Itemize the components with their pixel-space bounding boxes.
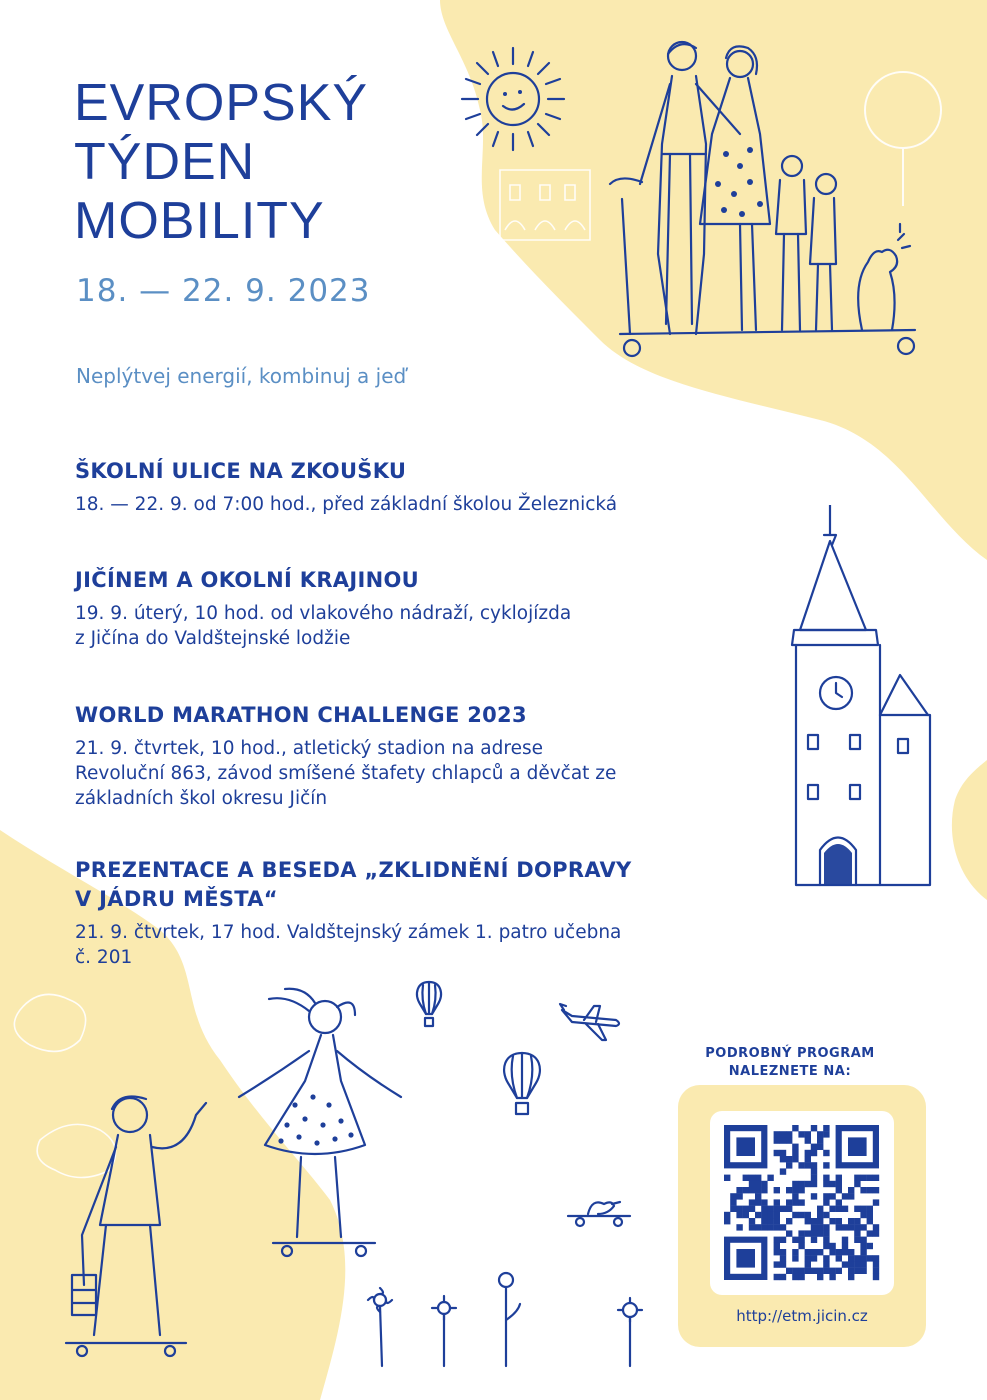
- qr-module: [774, 1224, 780, 1230]
- qr-module: [854, 1230, 860, 1236]
- qr-module: [805, 1268, 811, 1274]
- qr-module: [860, 1243, 866, 1249]
- qr-module: [836, 1199, 842, 1205]
- qr-module: [823, 1268, 829, 1274]
- qr-module: [743, 1212, 749, 1218]
- boy-skateboard-illustration: [58, 1085, 228, 1375]
- qr-module: [743, 1187, 749, 1193]
- qr-heading: [690, 1045, 890, 1081]
- qr-module: [805, 1137, 811, 1143]
- qr-module: [823, 1212, 829, 1218]
- qr-module: [767, 1224, 773, 1230]
- town-gate-tower-illustration: [780, 505, 940, 890]
- qr-module: [854, 1268, 860, 1274]
- qr-module: [767, 1212, 773, 1218]
- qr-module: [786, 1268, 792, 1274]
- qr-module: [823, 1193, 829, 1199]
- event-1-detail: 18. — 22. 9. od 7:00 hod., před základní školou Železnická: [75, 494, 618, 515]
- qr-module: [873, 1187, 879, 1193]
- qr-module: [811, 1249, 817, 1255]
- qr-module: [730, 1193, 736, 1199]
- qr-module: [743, 1175, 749, 1181]
- qr-module: [805, 1218, 811, 1224]
- qr-module: [798, 1237, 804, 1243]
- qr-module: [774, 1206, 780, 1212]
- qr-module: [811, 1237, 817, 1243]
- qr-module: [848, 1187, 854, 1193]
- qr-module: [792, 1181, 798, 1187]
- qr-module: [792, 1255, 798, 1261]
- qr-module: [829, 1206, 835, 1212]
- qr-module: [724, 1218, 730, 1224]
- qr-module: [792, 1212, 798, 1218]
- qr-module: [761, 1181, 767, 1187]
- qr-module: [798, 1274, 804, 1280]
- qr-module: [805, 1156, 811, 1162]
- qr-module: [792, 1156, 798, 1162]
- qr-module: [836, 1249, 842, 1255]
- qr-module: [798, 1199, 804, 1205]
- qr-module: [811, 1150, 817, 1156]
- qr-module: [805, 1249, 811, 1255]
- qr-module: [829, 1243, 835, 1249]
- qr-module: [811, 1255, 817, 1261]
- qr-module: [860, 1261, 866, 1267]
- qr-module: [780, 1150, 786, 1156]
- qr-module: [774, 1237, 780, 1243]
- qr-module: [792, 1199, 798, 1205]
- qr-module: [774, 1187, 780, 1193]
- qr-module: [873, 1274, 879, 1280]
- qr-module: [817, 1218, 823, 1224]
- qr-module: [823, 1230, 829, 1236]
- qr-module: [749, 1199, 755, 1205]
- qr-module: [842, 1249, 848, 1255]
- qr-module: [792, 1187, 798, 1193]
- qr-module: [873, 1268, 879, 1274]
- title-line-3: MOBILITY: [74, 192, 325, 250]
- qr-module: [792, 1144, 798, 1150]
- qr-module: [774, 1261, 780, 1267]
- qr-module: [798, 1181, 804, 1187]
- qr-module: [811, 1224, 817, 1230]
- qr-module: [860, 1187, 866, 1193]
- mid-right-cream-shape: [952, 760, 987, 900]
- qr-module: [749, 1181, 755, 1187]
- sun-icon: [458, 44, 568, 154]
- qr-module: [749, 1206, 755, 1212]
- qr-module: [817, 1206, 823, 1212]
- qr-module: [873, 1261, 879, 1267]
- qr-module: [811, 1218, 817, 1224]
- qr-module: [860, 1212, 866, 1218]
- qr-module: [755, 1175, 761, 1181]
- qr-module: [854, 1175, 860, 1181]
- qr-module: [867, 1187, 873, 1193]
- qr-code-graphic: [710, 1111, 894, 1295]
- qr-module: [823, 1150, 829, 1156]
- qr-module: [724, 1212, 730, 1218]
- qr-module: [774, 1212, 780, 1218]
- qr-module: [873, 1224, 879, 1230]
- qr-module: [780, 1156, 786, 1162]
- qr-module: [761, 1212, 767, 1218]
- flower-icon: [360, 1270, 660, 1370]
- qr-module: [798, 1187, 804, 1193]
- qr-module: [873, 1230, 879, 1236]
- qr-module: [736, 1212, 742, 1218]
- qr-module: [736, 1187, 742, 1193]
- qr-module: [873, 1255, 879, 1261]
- qr-module: [755, 1212, 761, 1218]
- qr-module: [854, 1206, 860, 1212]
- bird-skateboard-icon: [564, 1192, 636, 1232]
- program-url[interactable]: http://etm.jicin.cz: [736, 1307, 868, 1325]
- event-2: [75, 566, 725, 651]
- qr-module: [749, 1175, 755, 1181]
- qr-module: [860, 1237, 866, 1243]
- qr-module: [817, 1249, 823, 1255]
- qr-module: [761, 1224, 767, 1230]
- qr-module: [792, 1237, 798, 1243]
- qr-module: [755, 1199, 761, 1205]
- qr-module: [749, 1187, 755, 1193]
- tree-icon: [858, 50, 948, 210]
- qr-module: [854, 1181, 860, 1187]
- qr-module: [848, 1193, 854, 1199]
- qr-module: [854, 1237, 860, 1243]
- qr-code[interactable]: [710, 1111, 894, 1295]
- qr-module: [780, 1274, 786, 1280]
- qr-module: [842, 1243, 848, 1249]
- qr-module: [767, 1218, 773, 1224]
- qr-module: [774, 1218, 780, 1224]
- qr-module: [805, 1150, 811, 1156]
- hot-air-balloon-icon: [412, 980, 446, 1030]
- qr-module: [786, 1162, 792, 1168]
- qr-module: [786, 1230, 792, 1236]
- event-2-detail: 19. 9. úterý, 10 hod. od vlakového nádraží, cyklojízda z Jičína do Valdštejnské lodžie: [75, 603, 572, 649]
- qr-module: [836, 1187, 842, 1193]
- qr-module: [860, 1206, 866, 1212]
- qr-module: [786, 1131, 792, 1137]
- qr-module: [854, 1218, 860, 1224]
- qr-module: [836, 1268, 842, 1274]
- qr-module: [842, 1237, 848, 1243]
- qr-heading-line-1: PODROBNÝ PROGRAM: [705, 1046, 875, 1061]
- qr-module: [761, 1199, 767, 1205]
- qr-module: [848, 1224, 854, 1230]
- qr-module: [817, 1230, 823, 1236]
- qr-module: [736, 1224, 742, 1230]
- qr-module: [798, 1268, 804, 1274]
- qr-module: [761, 1187, 767, 1193]
- qr-finder-inner: [848, 1137, 867, 1156]
- qr-module: [823, 1131, 829, 1137]
- qr-module: [823, 1237, 829, 1243]
- qr-module: [848, 1218, 854, 1224]
- qr-finder-inner: [736, 1249, 755, 1268]
- qr-module: [817, 1274, 823, 1280]
- qr-module: [823, 1162, 829, 1168]
- qr-module: [811, 1193, 817, 1199]
- qr-module: [755, 1181, 761, 1187]
- qr-card: [678, 1085, 926, 1347]
- qr-module: [774, 1274, 780, 1280]
- qr-module: [829, 1193, 835, 1199]
- qr-module: [811, 1162, 817, 1168]
- qr-module: [842, 1261, 848, 1267]
- qr-module: [736, 1206, 742, 1212]
- qr-module: [867, 1175, 873, 1181]
- title-line-2: TÝDEN: [74, 133, 256, 191]
- event-dates: 18. — 22. 9. 2023: [76, 273, 371, 309]
- qr-module: [730, 1206, 736, 1212]
- event-1-title: ŠKOLNÍ ULICE NA ZKOUŠKU: [75, 459, 407, 483]
- qr-module: [798, 1230, 804, 1236]
- qr-module: [829, 1274, 835, 1280]
- qr-module: [811, 1181, 817, 1187]
- qr-module: [786, 1187, 792, 1193]
- qr-module: [842, 1206, 848, 1212]
- qr-module: [786, 1156, 792, 1162]
- qr-module: [805, 1181, 811, 1187]
- qr-module: [817, 1224, 823, 1230]
- qr-module: [805, 1162, 811, 1168]
- qr-module: [823, 1199, 829, 1205]
- qr-module: [767, 1206, 773, 1212]
- qr-module: [798, 1131, 804, 1137]
- qr-module: [860, 1175, 866, 1181]
- qr-module: [792, 1249, 798, 1255]
- qr-module: [867, 1243, 873, 1249]
- qr-module: [823, 1224, 829, 1230]
- qr-module: [805, 1230, 811, 1236]
- qr-module: [823, 1243, 829, 1249]
- qr-finder-inner: [736, 1137, 755, 1156]
- qr-module: [798, 1162, 804, 1168]
- qr-module: [786, 1218, 792, 1224]
- qr-heading-line-2: NALEZNETE NA:: [728, 1064, 852, 1079]
- qr-module: [867, 1206, 873, 1212]
- qr-module: [761, 1206, 767, 1212]
- qr-module: [786, 1137, 792, 1143]
- qr-module: [836, 1255, 842, 1261]
- qr-module: [817, 1268, 823, 1274]
- qr-module: [854, 1224, 860, 1230]
- event-3: [75, 701, 725, 811]
- qr-module: [798, 1212, 804, 1218]
- qr-module: [829, 1181, 835, 1187]
- qr-module: [867, 1230, 873, 1236]
- qr-module: [817, 1212, 823, 1218]
- qr-module: [854, 1255, 860, 1261]
- qr-module: [823, 1125, 829, 1131]
- qr-module: [842, 1224, 848, 1230]
- qr-module: [792, 1274, 798, 1280]
- qr-module: [823, 1261, 829, 1267]
- event-2-title: JIČÍNEM A OKOLNÍ KRAJINOU: [75, 568, 419, 592]
- qr-module: [860, 1255, 866, 1261]
- qr-module: [774, 1243, 780, 1249]
- qr-module: [811, 1125, 817, 1131]
- slogan: Neplýtvej energií, kombinuj a jeď: [76, 364, 407, 388]
- qr-module: [848, 1261, 854, 1267]
- qr-module: [780, 1168, 786, 1174]
- qr-module: [817, 1131, 823, 1137]
- qr-module: [811, 1144, 817, 1150]
- event-1: [75, 457, 725, 517]
- qr-module: [848, 1268, 854, 1274]
- qr-module: [836, 1181, 842, 1187]
- event-3-detail: 21. 9. čtvrtek, 10 hod., atletický stadion na adrese Revoluční 863, závod smíšené štafety chlapců a děvčat ze základních škol okresu Jičín: [75, 738, 617, 809]
- qr-module: [786, 1199, 792, 1205]
- qr-module: [860, 1224, 866, 1230]
- girl-skateboard-illustration: [225, 985, 415, 1265]
- qr-module: [854, 1261, 860, 1267]
- qr-module: [792, 1193, 798, 1199]
- qr-module: [786, 1206, 792, 1212]
- qr-module: [829, 1218, 835, 1224]
- qr-module: [805, 1212, 811, 1218]
- event-4-detail: 21. 9. čtvrtek, 17 hod. Valdštejnský zámek 1. patro učebna č. 201: [75, 922, 622, 968]
- qr-module: [805, 1261, 811, 1267]
- qr-module: [805, 1255, 811, 1261]
- qr-module: [774, 1137, 780, 1143]
- qr-module: [774, 1131, 780, 1137]
- qr-module: [848, 1255, 854, 1261]
- qr-module: [736, 1193, 742, 1199]
- qr-module: [780, 1237, 786, 1243]
- event-3-title: WORLD MARATHON CHALLENGE 2023: [75, 703, 527, 727]
- qr-module: [774, 1199, 780, 1205]
- qr-module: [811, 1268, 817, 1274]
- qr-module: [792, 1268, 798, 1274]
- qr-module: [805, 1131, 811, 1137]
- qr-module: [836, 1218, 842, 1224]
- qr-module: [823, 1181, 829, 1187]
- qr-module: [749, 1218, 755, 1224]
- qr-module: [836, 1206, 842, 1212]
- qr-module: [780, 1249, 786, 1255]
- qr-module: [774, 1249, 780, 1255]
- qr-module: [811, 1168, 817, 1174]
- qr-module: [817, 1144, 823, 1150]
- qr-module: [848, 1249, 854, 1255]
- qr-module: [836, 1224, 842, 1230]
- qr-module: [848, 1274, 854, 1280]
- qr-module: [780, 1131, 786, 1137]
- qr-module: [873, 1199, 879, 1205]
- qr-module: [867, 1218, 873, 1224]
- qr-module: [873, 1175, 879, 1181]
- qr-module: [829, 1268, 835, 1274]
- title-line-1: EVROPSKÝ: [74, 74, 369, 132]
- qr-module: [755, 1193, 761, 1199]
- event-4: [75, 856, 725, 970]
- qr-module: [780, 1261, 786, 1267]
- qr-module: [811, 1175, 817, 1181]
- qr-module: [724, 1175, 730, 1181]
- qr-module: [867, 1212, 873, 1218]
- qr-module: [780, 1137, 786, 1143]
- hot-air-balloon-icon-large: [497, 1050, 547, 1120]
- qr-module: [780, 1224, 786, 1230]
- qr-module: [774, 1150, 780, 1156]
- qr-module: [860, 1268, 866, 1274]
- event-4-title: PREZENTACE A BESEDA „ZKLIDNĚNÍ DOPRAVY V JÁDRU MĚSTA“: [75, 858, 632, 911]
- qr-module: [836, 1175, 842, 1181]
- qr-module: [761, 1218, 767, 1224]
- qr-module: [780, 1255, 786, 1261]
- qr-module: [780, 1206, 786, 1212]
- qr-module: [749, 1224, 755, 1230]
- qr-module: [823, 1175, 829, 1181]
- qr-module: [798, 1243, 804, 1249]
- qr-module: [829, 1249, 835, 1255]
- poster-title: [74, 74, 368, 251]
- qr-module: [860, 1249, 866, 1255]
- qr-module: [867, 1255, 873, 1261]
- qr-module: [792, 1150, 798, 1156]
- qr-module: [823, 1255, 829, 1261]
- qr-module: [792, 1125, 798, 1131]
- qr-module: [730, 1199, 736, 1205]
- qr-module: [767, 1175, 773, 1181]
- qr-module: [842, 1193, 848, 1199]
- qr-module: [811, 1230, 817, 1236]
- qr-module: [755, 1187, 761, 1193]
- qr-module: [743, 1206, 749, 1212]
- airplane-icon: [558, 1000, 624, 1046]
- qr-module: [755, 1224, 761, 1230]
- qr-module: [817, 1137, 823, 1143]
